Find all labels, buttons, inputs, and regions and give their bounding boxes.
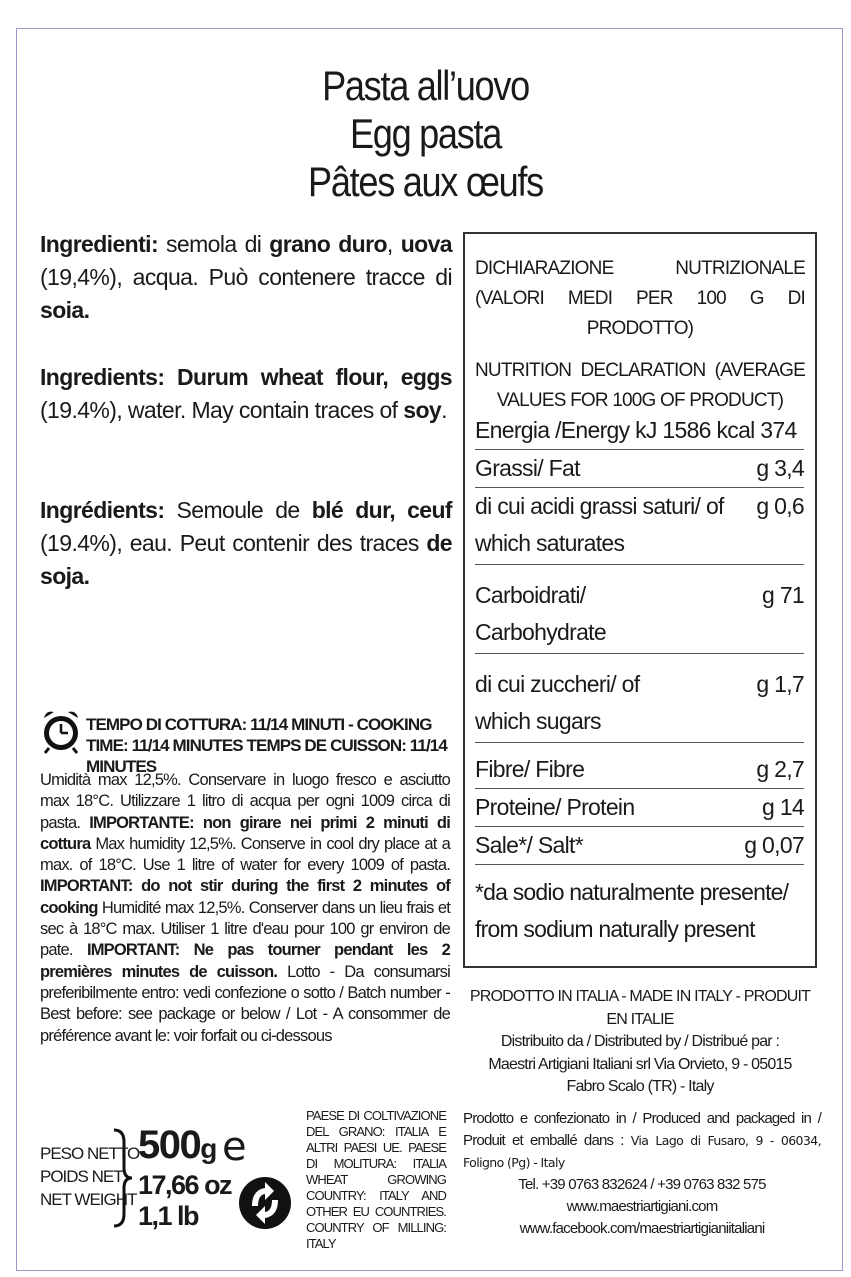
energy-value: Energia /Energy kJ 1586 kcal 374 — [475, 417, 797, 443]
ingredients-italian — [40, 228, 452, 327]
nutrition-table — [463, 232, 817, 968]
bold-text-segment: Ingredients: Durum wheat flour, eggs — [40, 364, 452, 390]
alarm-clock-icon — [40, 708, 82, 754]
nutrient-value: g 3,4 — [756, 455, 804, 481]
website-link[interactable]: www.maestriartigiani.com — [566, 1198, 718, 1215]
curly-brace-icon — [112, 1128, 134, 1228]
nutrient-label: Sale*/ Salt* — [475, 832, 583, 858]
text-segment: (19,4%), acqua. Può contenere tracce di — [40, 264, 452, 290]
green-dot-recycle-icon — [238, 1176, 292, 1230]
weight-grams-unit: g — [200, 1133, 216, 1164]
bold-text-segment: IMPORTANT: Ne pas tourner pendant les 2 premières minutes de cuisson. — [40, 941, 451, 981]
bold-text-segment: soia. — [40, 297, 90, 323]
nutrition-header-english: NUTRITION DECLARATION (AVERAGE VALUES FOR 100G OF PRODUCT) — [475, 360, 805, 411]
title-english: Egg pasta — [349, 110, 502, 157]
title-italian: Pasta all’uovo — [322, 62, 529, 109]
made-in-italy: PRODOTTO IN ITALIA - MADE IN ITALY - PRODUIT EN ITALIE — [469, 988, 811, 1028]
weight-grams: 500 — [138, 1123, 201, 1167]
producer-phone: Tel. +39 0763 832624 / +39 0763 832 575 — [518, 1176, 766, 1193]
nutrient-label: Carboidrati/ Carbohydrate — [475, 582, 606, 645]
salt-footnote: *da sodio naturalmente presente/ from sodium naturally present — [475, 879, 789, 942]
text-segment: Max humidity 12,5%. Conserve in cool dry place at a max. of 18°C. Use 1 litre of water for every 1009 of pasta. — [40, 834, 450, 875]
nutrition-row — [475, 488, 804, 565]
produced-in-text: Prodotto e confezionato in / Produced and packaged in / Produit et emballé dans : — [463, 1110, 821, 1149]
text-segment: Lotto - Da consumarsi preferibilmente entro: vedi confezione o sotto / Batch number - Best before: see package or below / Lot - A consommer de préférence avant le: voir forfait ou ci-dessous — [40, 962, 450, 1045]
nutrient-label: Grassi/ Fat — [475, 455, 580, 481]
distributor-address: Maestri Artigiani Italiani srl Via Orvieto, 9 - 05015 — [488, 1055, 792, 1073]
net-weight-label-it: PESO NETTO — [40, 1144, 140, 1163]
nutrient-value: g 0,6 — [756, 493, 804, 519]
nutrition-row — [475, 743, 804, 789]
ingredients-french — [40, 494, 452, 593]
text-segment: . — [441, 397, 447, 423]
nutrient-value: g 2,7 — [756, 756, 804, 782]
nutrition-rows — [475, 412, 804, 865]
net-weight-values — [138, 1124, 231, 1232]
text-segment: Umidità max 12,5%. Conservare in luogo fresco e asciutto max 18°C. Utilizzare 1 litro di acqua per ogni 1009 circa di pasta. — [40, 771, 450, 832]
bold-text-segment: uova — [400, 231, 452, 257]
bold-text-segment: IMPORTANTE: non girare nei primi 2 minuti di cottura — [40, 813, 450, 853]
weight-pounds: 1,1 lb — [138, 1201, 199, 1231]
text-segment: semola di — [158, 231, 270, 257]
nutrition-row — [475, 654, 804, 743]
text-segment: Semoule de — [164, 497, 312, 523]
nutrient-value: g 71 — [762, 582, 804, 608]
bold-text-segment: Ingrédients: — [40, 497, 165, 523]
wheat-origin: PAESE DI COLTIVAZIONE DEL GRANO: ITALIA E ALTRI PAESI UE. PAESE DI MOLITURA: ITALIA WHEAT GROWING COUNTRY: ITALY AND OTHER EU COUNTRIES. COUNTRY OF MILLING: ITALY — [306, 1108, 446, 1251]
bold-text-segment: blé dur, ceuf — [311, 497, 452, 523]
distributor-info — [463, 986, 817, 1099]
product-title — [60, 62, 792, 206]
nutrition-row-energy — [475, 412, 804, 450]
bold-text-segment: Ingredienti: — [40, 231, 159, 257]
producer-address: Via Lago di Fusaro, 9 - 06034, Foligno (Pg) - Italy — [463, 1133, 821, 1170]
nutrient-label: di cui zuccheri/ of which sugars — [475, 671, 640, 734]
nutrient-value: g 14 — [762, 794, 804, 820]
distributor-city: Fabro Scalo (TR) - Italy — [566, 1078, 714, 1095]
nutrition-row — [475, 450, 804, 488]
nutrient-label: Proteine/ Protein — [475, 794, 635, 820]
nutrient-value: g 0,07 — [744, 832, 804, 858]
nutrition-row — [475, 827, 804, 865]
producer-info — [463, 1108, 821, 1240]
net-weight-label-fr: POIDS NET — [40, 1167, 123, 1186]
text-segment: Humidité max 12,5%. Conserver dans un lieu frais et sec à 18°C max. Utiliser 1 litre d'eau pour 100 gr environ de pate. — [40, 898, 450, 960]
ingredients-english — [40, 361, 452, 427]
text-segment: (19.4%), water. May contain traces of — [40, 397, 404, 423]
title-french: Pâtes aux œufs — [308, 158, 543, 205]
nutrient-label: Fibre/ Fibre — [475, 756, 585, 782]
nutrition-header-italian: DICHIARAZIONE NUTRIZIONALE (VALORI MEDI PER 100 G DI PRODOTTO) — [475, 258, 805, 339]
distributed-by: Distribuito da / Distributed by / Distribué par : — [500, 1033, 780, 1050]
weight-ounces: 17,66 oz — [138, 1170, 232, 1200]
estimated-sign-icon: e — [222, 1124, 247, 1170]
text-segment: , — [386, 231, 401, 257]
produced-in — [463, 1108, 821, 1174]
nutrient-value: g 1,7 — [756, 671, 804, 697]
bold-text-segment: soy — [403, 397, 442, 423]
bold-text-segment: de soja. — [40, 530, 452, 589]
nutrition-row — [475, 789, 804, 827]
cooking-time-text: TEMPO DI COTTURA: 11/14 MINUTI - COOKING TIME: 11/14 MINUTES TEMPS DE CUISSON: 11/14 MINUTES — [86, 715, 447, 776]
bold-text-segment: grano duro — [269, 231, 387, 257]
bold-text-segment: IMPORTANT: do not stir during the first 2 minutes of cooking — [40, 877, 450, 917]
storage-instructions — [40, 770, 450, 1047]
net-weight-label-en: NET WEIGHT — [40, 1190, 137, 1209]
text-segment: (19.4%), eau. Peut contenir des traces — [40, 530, 427, 556]
facebook-link[interactable]: www.facebook.com/maestriartigianiitaliani — [519, 1220, 765, 1237]
nutrition-row — [475, 565, 804, 654]
nutrient-label: di cui acidi grassi saturi/ of which saturates — [475, 493, 724, 556]
